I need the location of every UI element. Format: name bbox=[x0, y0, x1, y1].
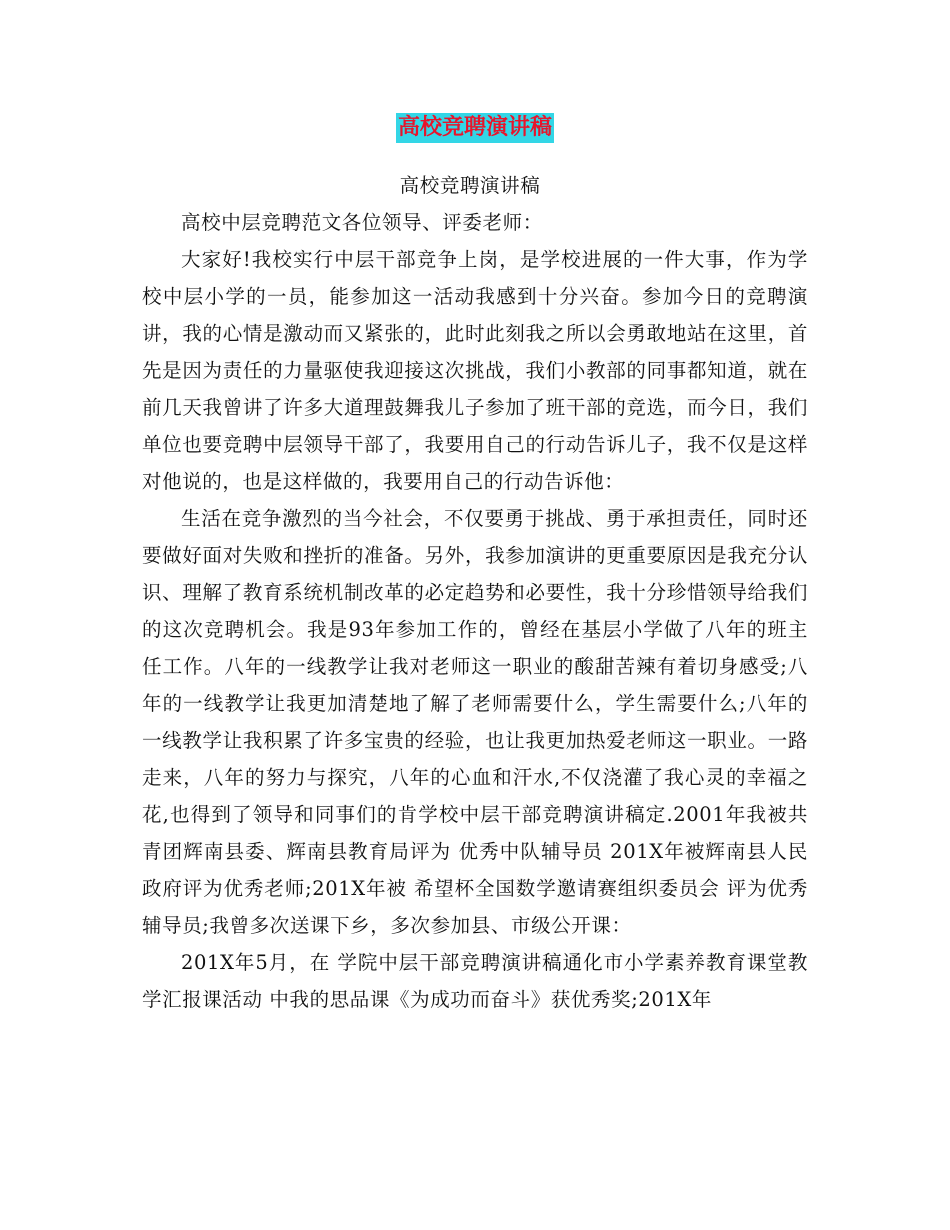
document-body bbox=[142, 167, 808, 1018]
body-paragraph: 生活在竞争激烈的当今社会，不仅要勇于挑战、勇于承担责任，同时还要做好面对失败和挫折的准备。另外，我参加演讲的更重要原因是我充分认识、理解了教育系统机制改革的必定趋势和必要性，我十分珍惜领导给我们的这次竞聘机会。我是93年参加工作的，曾经在基层小学做了八年的班主任工作。八年的一线教学让我对老师这一职业的酸甜苦辣有着切身感受;八年的一线教学让我更加清楚地了解了老师需要什么，学生需要什么;八年的一线教学让我积累了许多宝贵的经验，也让我更加热爱老师这一职业。一路走来，八年的努力与探究，八年的心血和汗水,不仅浇灌了我心灵的幸福之花,也得到了领导和同事们的肯学校中层干部竞聘演讲稿定.2001年我被共青团辉南县委、辉南县教育局评为 优秀中队辅导员 201X年被辉南县人民政府评为优秀老师;201X年被 希望杯全国数学邀请赛组织委员会 评为优秀辅导员;我曾多次送课下乡，多次参加县、市级公开课： bbox=[142, 507, 808, 937]
salutation-paragraph: 高校中层竞聘范文各位领导、评委老师： bbox=[181, 211, 543, 234]
document-title: 高校竞聘演讲稿 bbox=[396, 113, 554, 143]
document-subtitle: 高校竞聘演讲稿 bbox=[399, 174, 541, 197]
title-container bbox=[0, 113, 950, 143]
body-paragraph: 大家好!我校实行中层干部竞争上岗，是学校进展的一件大事，作为学校中层小学的一员，能参加这一活动我感到十分兴奋。参加今日的竞聘演讲，我的心情是激动而又紧张的，此时此刻我之所以会勇敢地站在这里，首先是因为责任的力量驱使我迎接这次挑战，我们小教部的同事都知道，就在前几天我曾讲了许多大道理鼓舞我儿子参加了班干部的竞选，而今日，我们单位也要竞聘中层领导干部了，我要用自己的行动告诉儿子，我不仅是这样对他说的，也是这样做的，我要用自己的行动告诉他： bbox=[142, 248, 808, 493]
body-paragraph: 201X年5月，在 学院中层干部竞聘演讲稿通化市小学素养教育课堂教学汇报课活动 中我的思品课《为成功而奋斗》获优秀奖;201X年 bbox=[142, 951, 808, 1011]
